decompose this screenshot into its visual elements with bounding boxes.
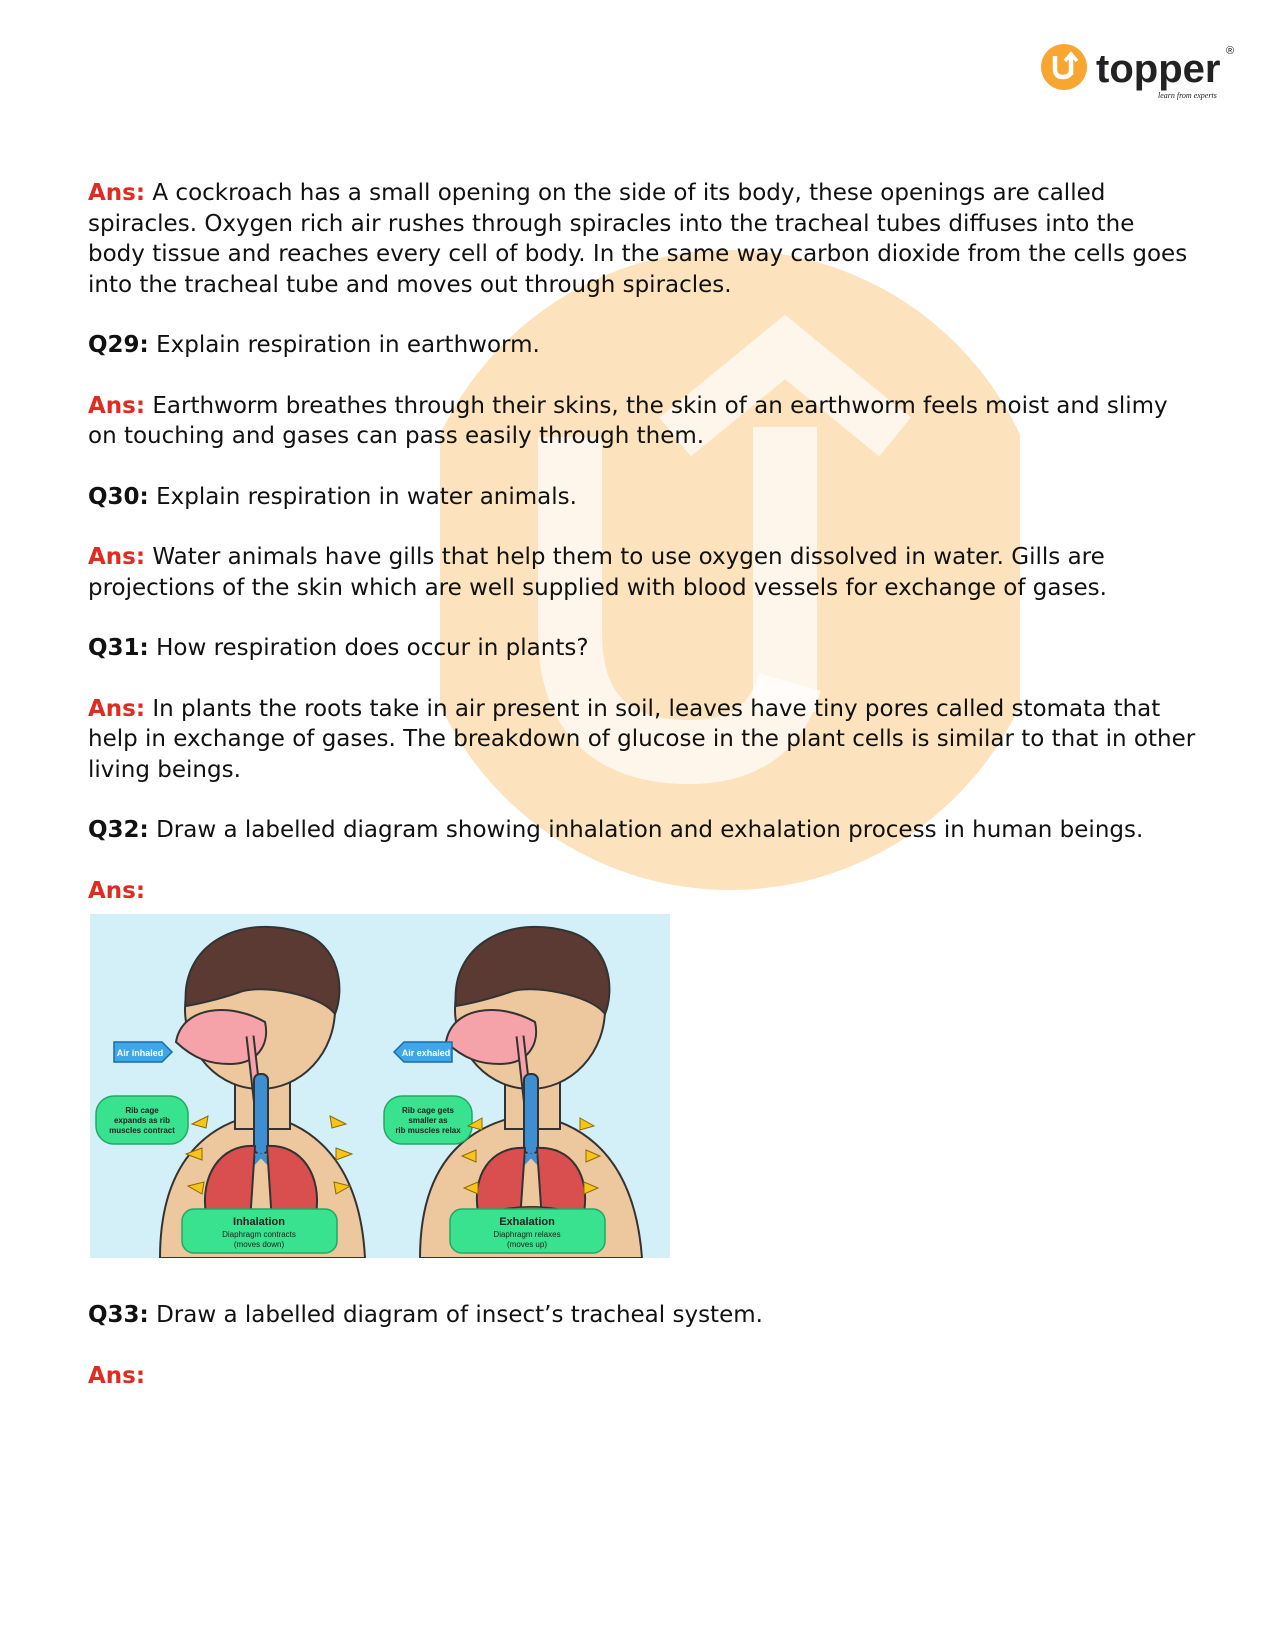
registered-mark: ®	[1226, 45, 1235, 57]
answer-text: Water animals have gills that help them to use oxygen dissolved in water. Gills are projections of the skin which are well supplied with blood vessels for exchange of gases.	[88, 544, 1107, 601]
rib-label-line: Rib cage	[125, 1106, 159, 1115]
inhalation-sub: (moves down)	[233, 1240, 285, 1249]
question-30	[88, 482, 1198, 513]
exhalation-sub: Diaphragm relaxes	[493, 1230, 561, 1239]
air-inhaled-label: Air inhaled	[116, 1048, 164, 1058]
rib-label-line: expands as rib	[113, 1116, 171, 1125]
question-label: Q30:	[88, 483, 149, 510]
question-text: Draw a labelled diagram showing inhalation and exhalation process in human beings.	[156, 817, 1144, 843]
air-exhaled-label: Air exhaled	[401, 1048, 451, 1058]
brand-tagline: learn from experts	[1158, 91, 1217, 100]
answer-29	[88, 391, 1198, 452]
answer-text: A cockroach has a small opening on the side of its body, these openings are called spiracles. Oxygen rich air rushes through spiracles into the tracheal tubes diffuses into the body tissue and reaches every cell of body. In the same way carbon dioxide from the cells goes into the tracheal tube and moves out through spiracles.	[88, 180, 1188, 298]
question-32	[88, 815, 1198, 846]
rib-label-line: Rib cage gets	[401, 1106, 455, 1115]
question-text: Draw a labelled diagram of insect’s tracheal system.	[156, 1302, 763, 1328]
question-label: Q33:	[88, 1302, 149, 1328]
question-33	[88, 1300, 1198, 1331]
rib-label-line: smaller as	[408, 1116, 448, 1125]
brand-logo	[1040, 42, 1240, 104]
breathing-diagram	[90, 914, 670, 1258]
question-text: How respiration does occur in plants?	[156, 635, 589, 661]
answer-label: Ans:	[88, 180, 146, 206]
answer-cockroach	[88, 178, 1198, 300]
question-text: Explain respiration in earthworm.	[156, 332, 540, 358]
document-body	[88, 178, 1198, 1421]
rib-label-line: muscles contract	[109, 1126, 175, 1135]
exhalation-sub: (moves up)	[506, 1240, 548, 1249]
question-29	[88, 330, 1198, 361]
answer-text: In plants the roots take in air present in soil, leaves have tiny pores called stomata that help in exchange of gases. The breakdown of glucose in the plant cells is similar to that in other living beings.	[88, 695, 1196, 783]
question-label: Q29:	[88, 332, 149, 358]
answer-33	[88, 1361, 1198, 1392]
answer-label: Ans:	[88, 544, 146, 570]
answer-label: Ans:	[88, 392, 146, 419]
inhalation-sub: Diaphragm contracts	[222, 1230, 296, 1239]
answer-32	[88, 876, 1198, 907]
question-text: Explain respiration in water animals.	[156, 483, 577, 510]
brand-logo-circle-icon	[1041, 44, 1087, 90]
brand-name: topper	[1096, 47, 1221, 91]
question-label: Q32:	[88, 817, 149, 843]
question-31	[88, 633, 1198, 664]
question-label: Q31:	[88, 635, 149, 661]
rib-label-line: rib muscles relax	[395, 1126, 461, 1135]
answer-31	[88, 694, 1198, 786]
answer-label: Ans:	[88, 877, 146, 904]
answer-label: Ans:	[88, 695, 146, 722]
answer-text: Earthworm breathes through their skins, the skin of an earthworm feels moist and slimy on touching and gases can pass easily through them.	[88, 392, 1168, 449]
inhalation-title: Inhalation	[233, 1216, 285, 1228]
exhalation-title: Exhalation	[499, 1216, 555, 1228]
answer-30	[88, 542, 1198, 603]
answer-label: Ans:	[88, 1362, 146, 1389]
